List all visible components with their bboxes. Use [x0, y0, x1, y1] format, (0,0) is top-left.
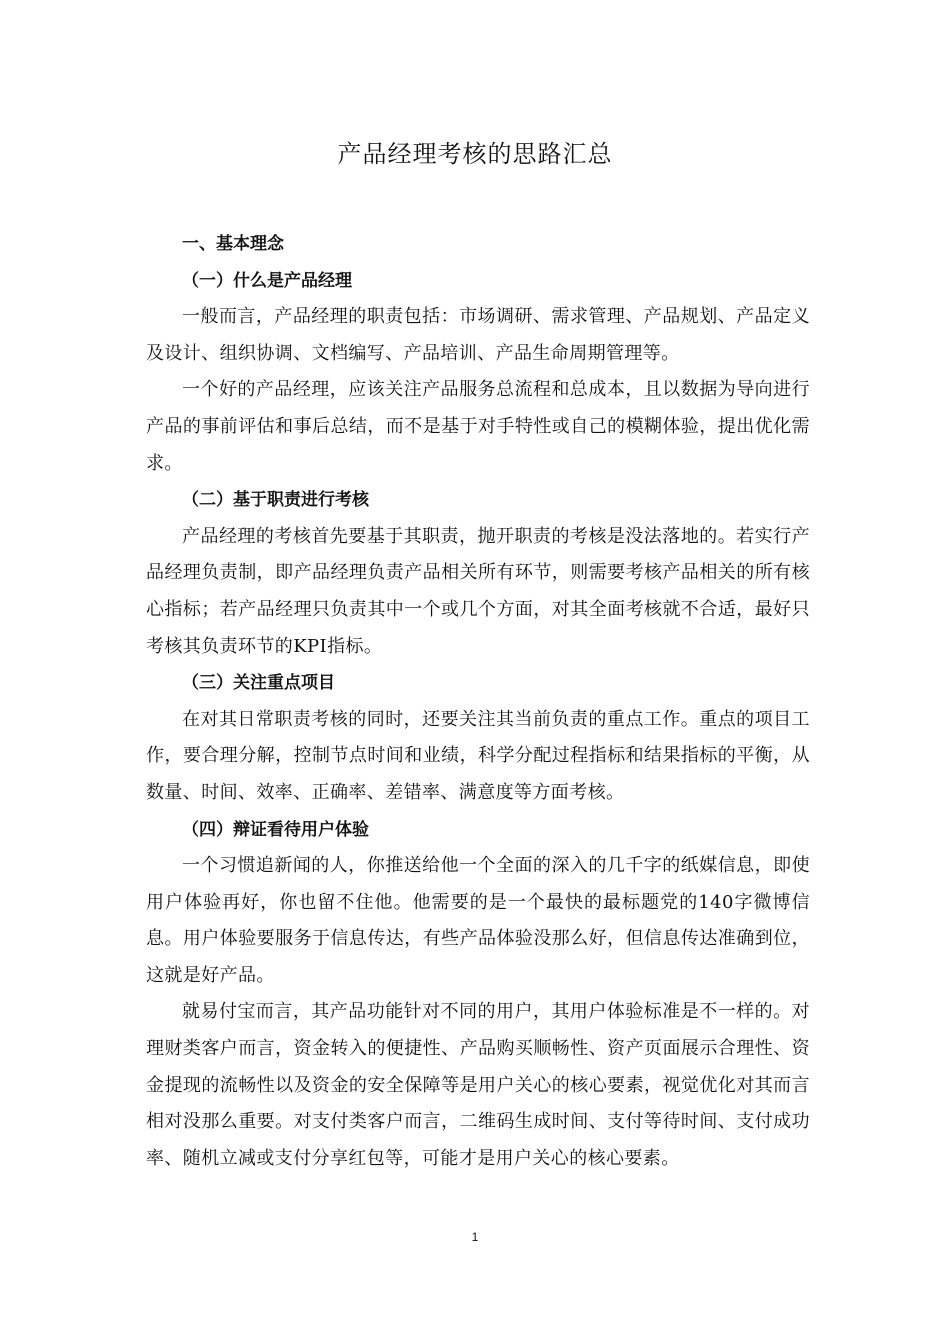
paragraph: 一个好的产品经理，应该关注产品服务总流程和总成本，且以数据为导向进行产品的事前评估和事后总结，而不是基于对手特性或自己的模糊体验，提出优化需求。: [146, 379, 810, 474]
document-body: [146, 226, 810, 1177]
paragraph: 产品经理的考核首先要基于其职责，抛开职责的考核是没法落地的。若实行产品经理负责制，即产品经理负责产品相关所有环节，则需要考核产品相关的所有核心指标；若产品经理只负责其中一个或几个方面，对其全面考核就不合适，最好只考核其负责环节的KPI指标。: [146, 525, 810, 657]
paragraph: 一般而言，产品经理的职责包括：市场调研、需求管理、产品规划、产品定义及设计、组织协调、文档编写、产品培训、产品生命周期管理等。: [146, 306, 810, 364]
page-number: 1: [471, 1230, 479, 1244]
subsection-heading-what-is-pm: （一）什么是产品经理: [182, 270, 352, 291]
paragraph: 就易付宝而言，其产品功能针对不同的用户，其用户体验标准是不一样的。对理财类客户而言，资金转入的便捷性、产品购买顺畅性、资产页面展示合理性、资金提现的流畅性以及资金的安全保障等是用户关心的核心要素，视觉优化对其而言相对没那么重要。对支付类客户而言，二维码生成时间、支付等待时间、支付成功率、随机立减或支付分享红包等，可能才是用户关心的核心要素。: [146, 1001, 810, 1169]
paragraph: 在对其日常职责考核的同时，还要关注其当前负责的重点工作。重点的项目工作，要合理分解，控制节点时间和业绩，科学分配过程指标和结果指标的平衡，从数量、时间、效率、正确率、差错率、满意度等方面考核。: [146, 708, 810, 803]
subsection-heading-user-experience: （四）辩证看待用户体验: [182, 819, 369, 840]
document-title: 产品经理考核的思路汇总: [337, 140, 613, 168]
subsection-heading-key-projects: （三）关注重点项目: [182, 673, 335, 694]
paragraph: 一个习惯追新闻的人，你推送给他一个全面的深入的几千字的纸媒信息，即使用户体验再好，你也留不住他。他需要的是一个最快的最标题党的140字微博信息。用户体验要服务于信息传达，有些产品体验没那么好，但信息传达准确到位，这就是好产品。: [146, 855, 810, 986]
section-heading-basic-concept: 一、基本理念: [182, 234, 284, 254]
subsection-heading-duty-based-assessment: （二）基于职责进行考核: [182, 490, 369, 511]
